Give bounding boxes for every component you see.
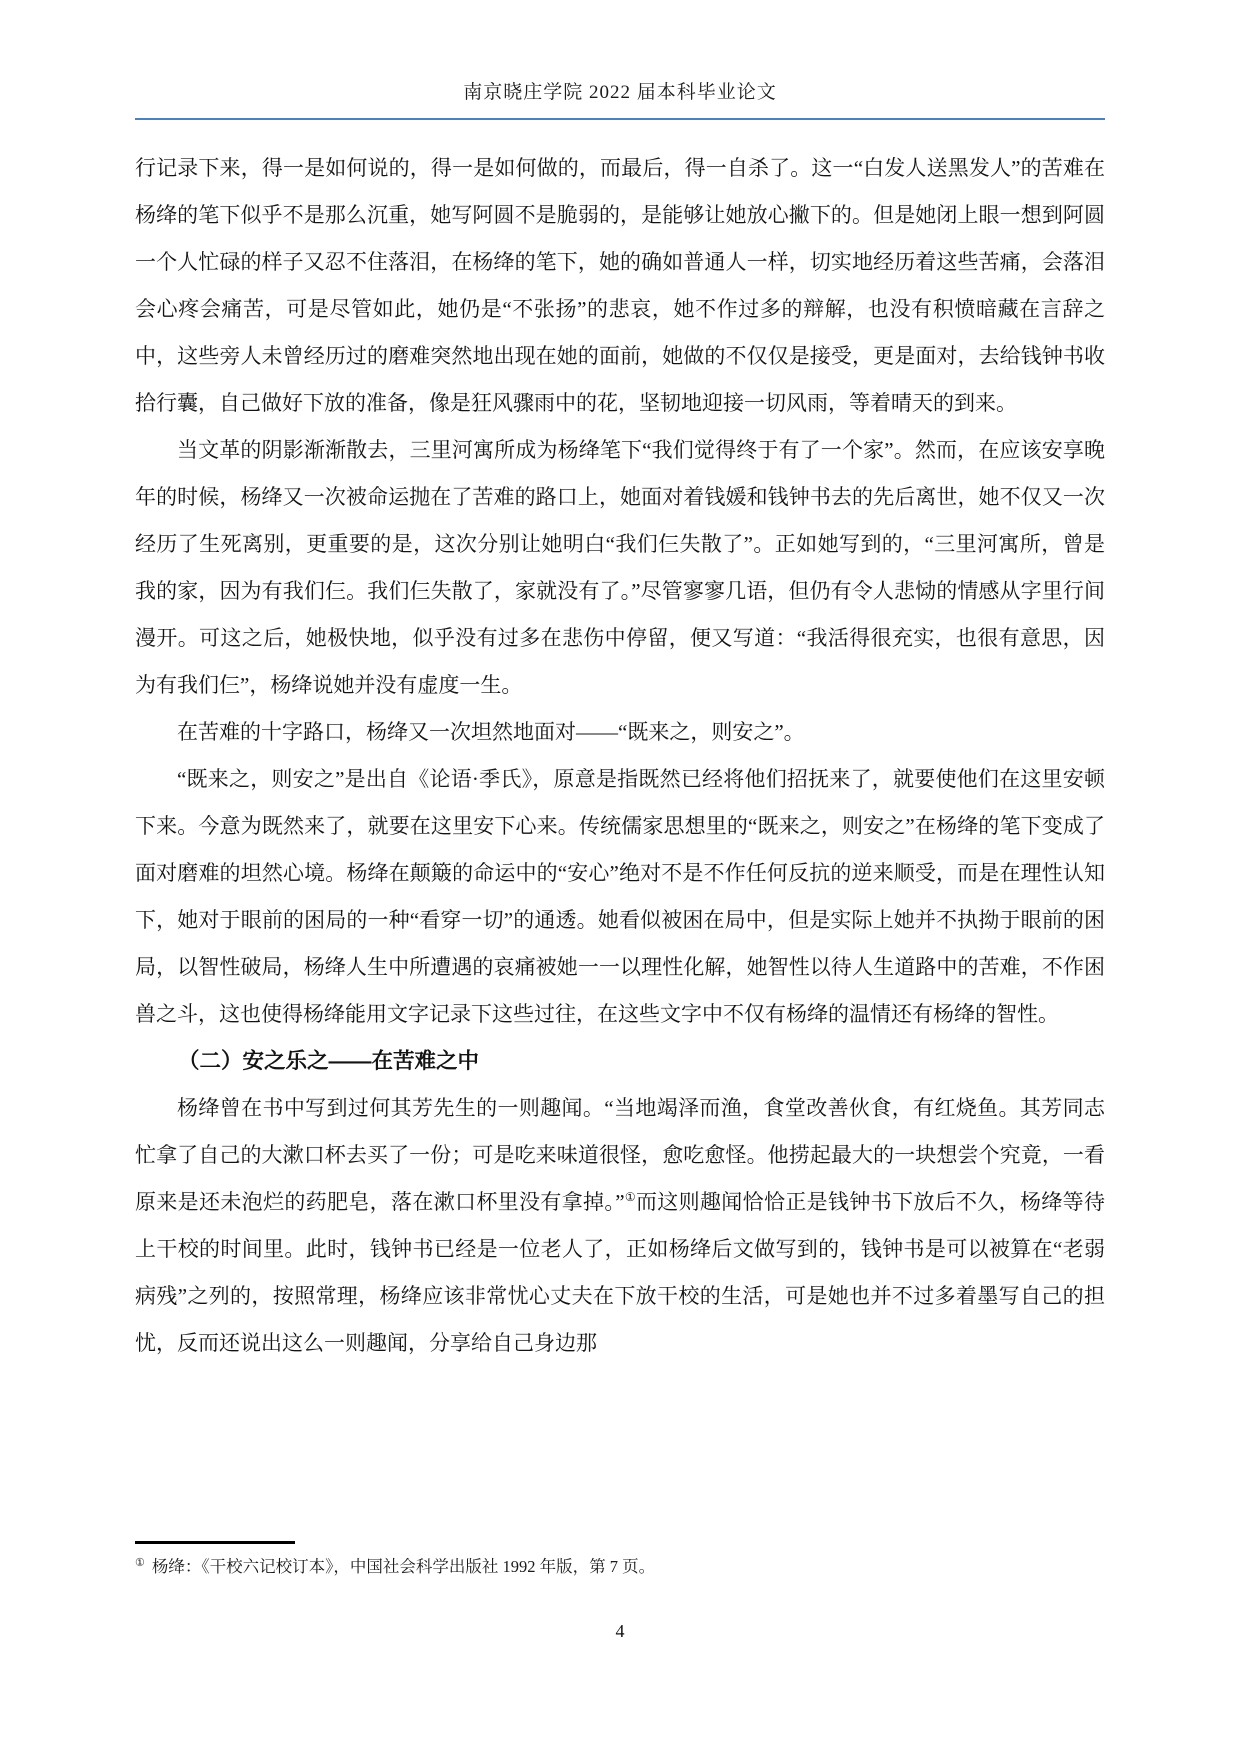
- footnote-marker: ①: [135, 1556, 145, 1569]
- paragraph-text-after-footnote: 而这则趣闻恰恰正是钱钟书下放后不久，杨绛等待上干校的时间里。此时，钱钟书已经是一位老人了，正如杨绛后文做写到的，钱钟书是可以被算在“老弱病残”之列的，按照常理，杨绛应该非常忧心丈夫在下放干校的生活，可是她也并不过多着墨写自己的担忧，反而还说出这么一则趣闻，分享给自己身边那: [135, 1190, 1106, 1355]
- footnote-area: [135, 1541, 1105, 1581]
- paragraph-text-before-footnote: 杨绛曾在书中写到过何其芳先生的一则趣闻。“当地竭泽而渔，食堂改善伙食，有红烧鱼。其芳同志忙拿了自己的大漱口杯去买了一份；可是吃来味道很怪，愈吃愈怪。他捞起最大的一块想尝个究竟，一看原来是还未泡烂的药肥皂，落在漱口杯里没有拿掉。”: [135, 1096, 1105, 1214]
- body-paragraph: “既来之，则安之”是出自《论语·季氏》，原意是指既然已经将他们招抚来了，就要使他们在这里安顿下来。今意为既然来了，就要在这里安下心来。传统儒家思想里的“既来之，则安之”在杨绛的笔下变成了面对磨难的坦然心境。杨绛在颠簸的命运中的“安心”绝对不是不作任何反抗的逆来顺受，而是在理性认知下，她对于眼前的困局的一种“看穿一切”的通透。她看似被困在局中，但是实际上她并不执拗于眼前的困局，以智性破局，杨绛人生中所遭遇的哀痛被她一一以理性化解，她智性以待人生道路中的苦难，不作困兽之斗，这也使得杨绛能用文字记录下这些过往，在这些文字中不仅有杨绛的温情还有杨绛的智性。: [135, 767, 1105, 1026]
- body-paragraph-with-footnote: [135, 1085, 1105, 1367]
- body-paragraph: 当文革的阴影渐渐散去，三里河寓所成为杨绛笔下“我们觉得终于有了一个家”。然而，在应该安享晚年的时候，杨绛又一次被命运抛在了苦难的路口上，她面对着钱媛和钱钟书去的先后离世，她不仅又一次经历了生死离别，更重要的是，这次分别让她明白“我们仨失散了”。正如她写到的，“三里河寓所，曾是我的家，因为有我们仨。我们仨失散了，家就没有了。”尽管寥寥几语，但仍有令人悲恸的情感从字里行间漫开。可这之后，她极快地，似乎没有过多在悲伤中停留，便又写道：“我活得很充实，也很有意思，因为有我们仨”，杨绛说她并没有虚度一生。: [135, 438, 1105, 697]
- section-heading: （二）安之乐之——在苦难之中: [178, 1049, 480, 1073]
- footnote-text: 杨绛：《干校六记校订本》，中国社会科学出版社 1992 年版，第 7 页。: [151, 1557, 656, 1576]
- page-number: 4: [615, 1621, 625, 1641]
- body-content: [135, 145, 1105, 1367]
- footnote-reference-marker: ①: [624, 1190, 636, 1204]
- header-rule: [135, 118, 1105, 120]
- body-paragraph-continuation: 行记录下来，得一是如何说的，得一是如何做的，而最后，得一自杀了。这一“白发人送黑发人”的苦难在杨绛的笔下似乎不是那么沉重，她写阿圆不是脆弱的，是能够让她放心撇下的。但是她闭上眼一想到阿圆一个人忙碌的样子又忍不住落泪，在杨绛的笔下，她的确如普通人一样，切实地经历着这些苦痛，会落泪会心疼会痛苦，可是尽管如此，她仍是“不张扬”的悲哀，她不作过多的辩解，也没有积愤暗藏在言辞之中，这些旁人未曾经历过的磨难突然地出现在她的面前，她做的不仅仅是接受，更是面对，去给钱钟书收拾行囊，自己做好下放的准备，像是狂风骤雨中的花，坚韧地迎接一切风雨，等着晴天的到来。: [135, 156, 1105, 415]
- footnote-entry: [135, 1553, 1105, 1581]
- footnote-separator-rule: [135, 1541, 295, 1544]
- page-header: [0, 0, 1240, 120]
- body-paragraph: 在苦难的十字路口，杨绛又一次坦然地面对——“既来之，则安之”。: [177, 720, 805, 744]
- header-title: 南京晓庄学院 2022 届本科毕业论文: [463, 82, 777, 103]
